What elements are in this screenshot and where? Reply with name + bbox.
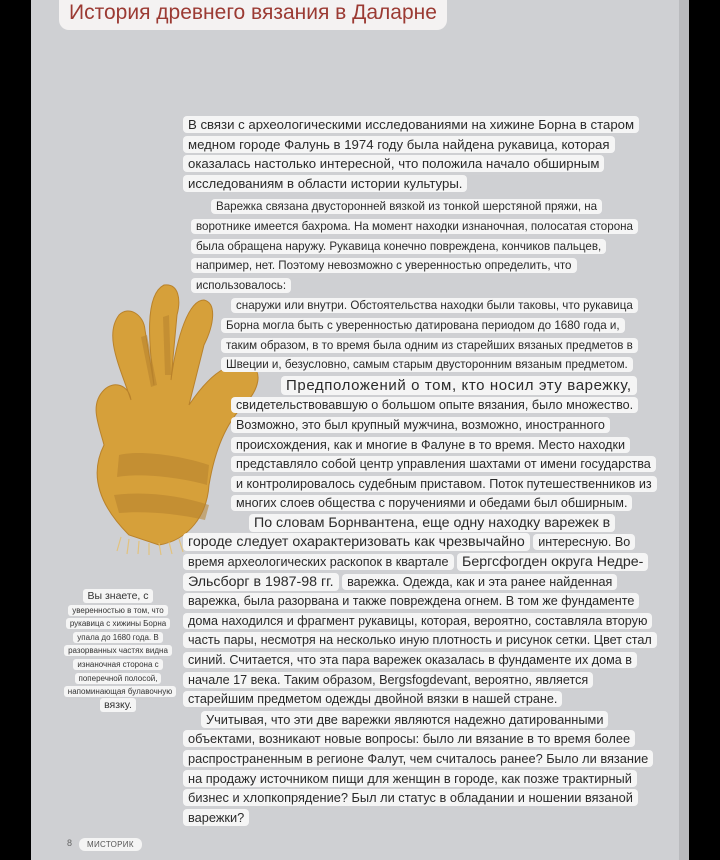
section-tag: МИСТОРИК xyxy=(79,838,142,851)
page-edge-shadow xyxy=(679,0,689,860)
did-you-know-box xyxy=(59,590,177,712)
paragraph-4-text: свидетельствовавшую о большом опыте вязания, было множество. Возможно, это был крупный мужчина, возможно, иностранного происхождения, как и многие в Фалуне в то время. Место находки представляло собой центр управления шахтами от имени государства и контролировалось судебным приставом. Поток путешественников из многих слоев общества с поручениями и обедами был обширным. xyxy=(231,397,657,511)
paragraph-2: Варежка связана двусторонней вязкой из тонкой шерстяной пряжи, на воротнике имеется бахрома. На момент находки изнаночная, полосатая сторона была обращена наружу. Рукавица конечно повреждена, кончиков пальцев, например, нет. Поэтому невозможно с уверенностью определить, что использовалось: xyxy=(183,197,653,295)
paragraph-5 xyxy=(183,514,653,710)
fact-text: уверенностью в том, что рукавица с хижины Борна упала до 1680 года. В разорванных частях видна изнаночная сторона с поперечной полосой, напоминающая булавочную xyxy=(64,605,176,698)
paragraph-5-mid: интересную. Во время археологических раскопок в квартале xyxy=(183,534,635,570)
paragraph-5-lead-2: Бергсфогден округа Недре-Эльсборг в 1987-98 гг. xyxy=(183,553,648,591)
article-body xyxy=(183,115,653,827)
fact-lead: Вы знаете, с xyxy=(83,589,152,603)
paragraph-1: В связи с археологическими исследованиями на хижине Борна в старом медном городе Фалунь в 1974 году была найдена рукавица, которая оказалась настолько интересной, что положила начало обширным исследованиям в области истории культуры. xyxy=(183,115,653,193)
page-title: История древнего вязания в Даларне xyxy=(59,0,447,30)
paragraph-5-lead: По словам Борнвантена, еще одну находку варежек в городе следует охарактеризовать как чрезвычайно xyxy=(183,514,615,552)
paragraph-6: Учитывая, что эти две варежки являются надежно датированными объектами, возникают новые вопросы: было ли вязание в то время более распространенным в регионе Фалут, чем считалось ранее? Было ли вязание на продажу источником пищи для женщин в городе, как позже трактирный бизнес и хлопкопрядение? Был ли статус в обладании и ношении вязаной варежки? xyxy=(183,710,653,828)
page-number: 8 xyxy=(67,838,73,848)
paragraph-4-lead: Предположений о том, кто носил эту варежку, xyxy=(281,376,637,395)
paragraph-3: снаружи или внутри. Обстоятельства находки были таковы, что рукавица Борна могла быть с уверенностью датирована периодом до 1680 года и, таким образом, в то время была одним из старейших вязаных предметов в Швеции и, безусловно, самым старым двусторонним вязаным предметом. xyxy=(183,296,653,374)
fact-end: вязку. xyxy=(100,698,136,712)
paragraph-4 xyxy=(183,376,653,514)
paragraph-5-text: варежка. Одежда, как и эта ранее найденная варежка, была разорвана и также повреждена огнем. В том же фундаменте дома находился и фрагмент рукавицы, которая, вероятно, составляла вторую часть пары, несмотря на несколько иную плотность и рисунок сетки. Цвет стал синий. Считается, что эта пара варежек оказалась в фундаменте их дома в начале 17 века. Таким образом, Bergsfogdevant, вероятно, является старейшим предметом одежды двойной вязки в нашей стране. xyxy=(183,574,657,708)
magazine-page xyxy=(31,0,689,860)
